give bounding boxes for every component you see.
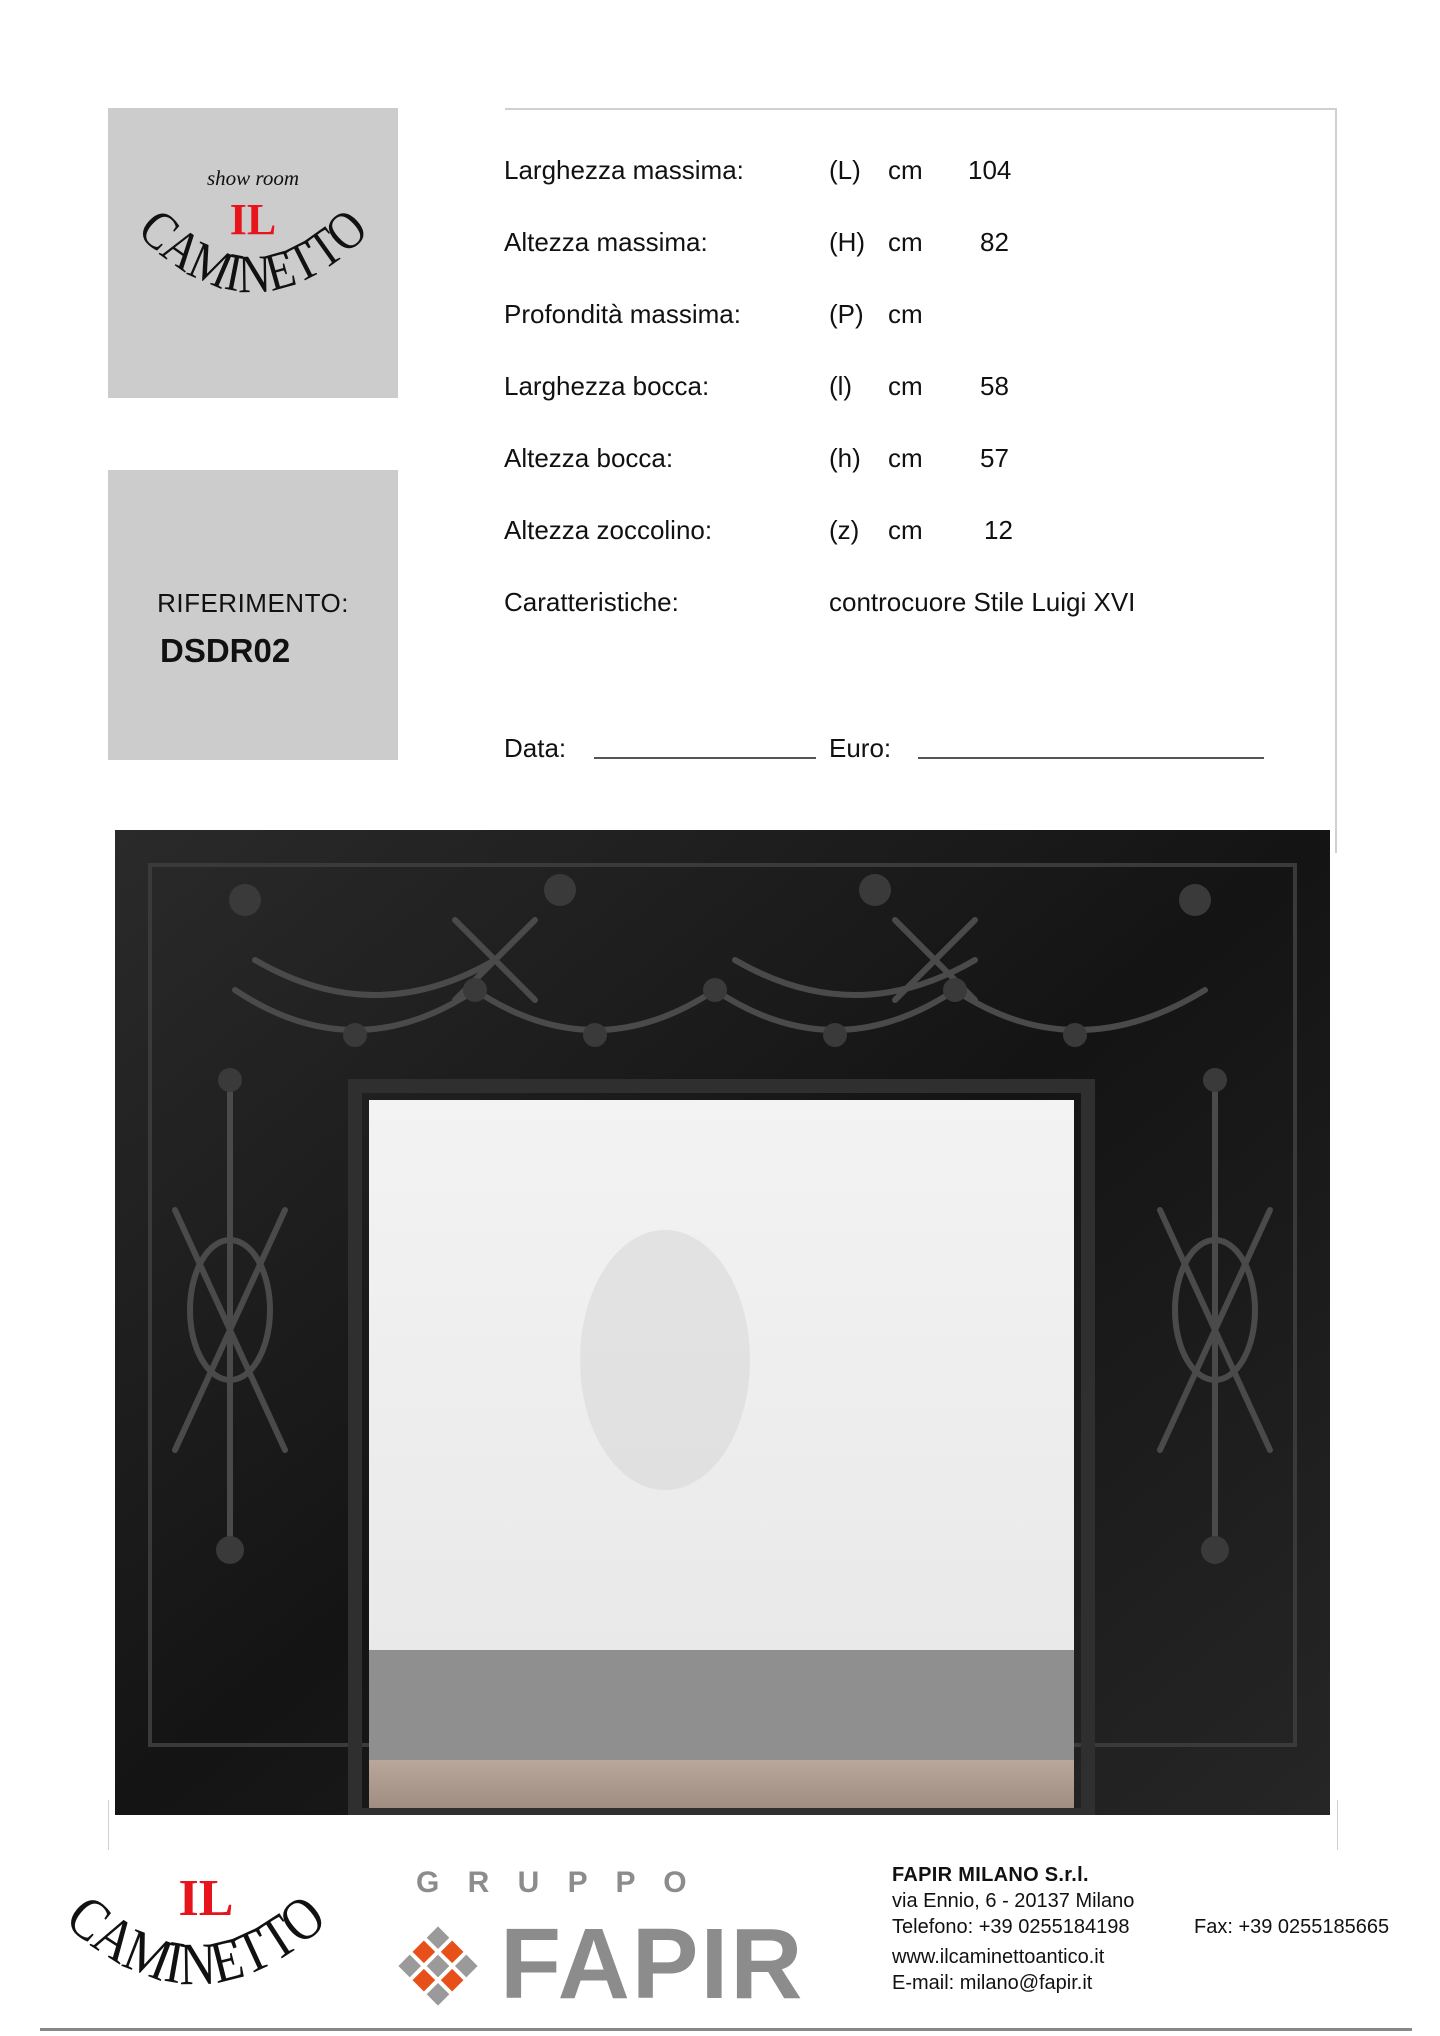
spec-value: 82 <box>980 227 1009 257</box>
features-value: controcuore Stile Luigi XVI <box>829 587 1136 617</box>
fapir-wordmark: FAPIR <box>500 1908 805 2020</box>
spec-label: Altezza zoccolino: <box>504 515 713 545</box>
spec-symbol: (l) <box>829 371 853 401</box>
spec-label: Larghezza bocca: <box>504 371 710 401</box>
spec-unit: cm <box>888 371 923 401</box>
date-label: Data: <box>504 733 567 763</box>
spec-unit: cm <box>888 299 923 329</box>
fapir-diamond-icon <box>388 1916 488 2016</box>
date-input-line[interactable] <box>594 757 816 759</box>
spec-value: 12 <box>984 515 1013 545</box>
reference-label: RIFERIMENTO: <box>157 588 349 618</box>
logo-caminetto-text: CAMINETTO <box>127 193 383 305</box>
features-label: Caratteristiche: <box>504 587 679 617</box>
spec-value: 57 <box>980 443 1009 473</box>
bottom-rule <box>40 2028 1412 2031</box>
footer-logo-il: IL <box>178 1870 234 1927</box>
spec-symbol: (L) <box>829 155 861 185</box>
spec-unit: cm <box>888 155 923 185</box>
company-address: via Ennio, 6 - 20137 Milano <box>892 1890 1135 1912</box>
spec-value: 58 <box>980 371 1009 401</box>
fireplace-photo <box>115 830 1330 1815</box>
spec-label: Profondità massima: <box>504 299 741 329</box>
company-name: FAPIR MILANO S.r.l. <box>892 1864 1089 1886</box>
logo-il-text: IL <box>229 195 277 244</box>
reference-code: DSDR02 <box>160 632 291 669</box>
spec-symbol: (H) <box>829 227 866 257</box>
spec-unit: cm <box>888 443 923 473</box>
spec-label: Altezza bocca: <box>504 443 674 473</box>
spec-symbol: (P) <box>829 299 864 329</box>
price-label: Euro: <box>829 733 892 763</box>
company-phone: Telefono: +39 0255184198 <box>892 1916 1130 1938</box>
showroom-label: show room <box>207 166 299 190</box>
gruppo-label: G R U P P O <box>416 1866 697 1899</box>
reference-box <box>108 470 398 760</box>
caminetto-logo-mark <box>108 108 398 398</box>
company-website-link[interactable]: www.ilcaminettoantico.it <box>892 1946 1105 1968</box>
spec-label: Altezza massima: <box>504 227 708 257</box>
footer-logo-caminetto: CAMINETTO <box>54 1877 343 1998</box>
footer-right-line <box>1337 1800 1338 1850</box>
fireplace-image <box>115 830 1330 1815</box>
spec-symbol: (z) <box>829 515 860 545</box>
spec-value: 104 <box>968 155 1012 185</box>
showroom-logo <box>108 108 398 398</box>
footer-left-line <box>108 1800 109 1850</box>
spec-label: Larghezza massima: <box>504 155 744 185</box>
spec-unit: cm <box>888 515 923 545</box>
frame-right-line <box>1335 108 1337 853</box>
spec-unit: cm <box>888 227 923 257</box>
spec-symbol: (h) <box>829 443 861 473</box>
frame-top-line <box>505 108 1337 110</box>
company-fax: Fax: +39 0255185665 <box>1194 1916 1390 1938</box>
caminetto-footer-logo <box>36 1855 356 2015</box>
company-email-link[interactable]: E-mail: milano@fapir.it <box>892 1972 1093 1994</box>
price-input-line[interactable] <box>918 757 1264 759</box>
